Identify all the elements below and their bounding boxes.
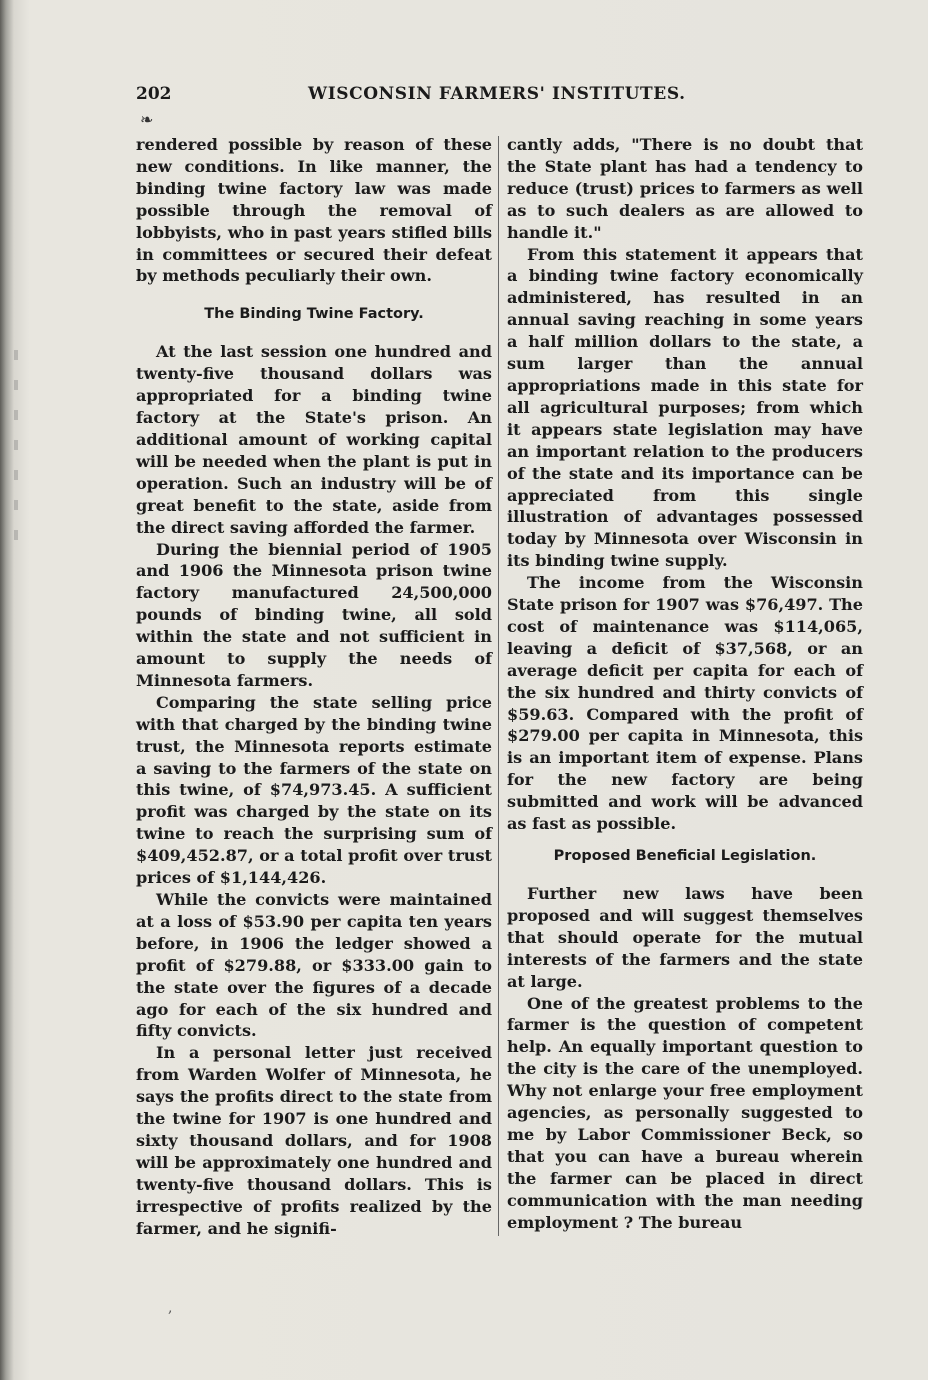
right-column [507, 134, 863, 1234]
running-title: WISCONSIN FARMERS' INSTITUTES. [308, 84, 686, 104]
binding-gutter [14, 350, 18, 550]
paragraph: During the biennial period of 1905 and 1906 the Minnesota prison twine factory manufactured 24,500,000 pounds of binding twine, all sold within the state and not sufficient in amount to supply the needs of Minnesota farmers. [136, 539, 492, 690]
paragraph: At the last session one hundred and twenty-five thousand dollars was appropriated for a binding twine factory at the State's prison. An additional amount of working capital will be needed when the plant is put in operation. Such an industry will be of great benefit to the state, aside from the direct saving afforded the farmer. [136, 342, 492, 537]
page-number: 202 [136, 84, 172, 104]
page-header [136, 84, 866, 108]
paragraph: Further new laws have been proposed and will suggest themselves that should operate for the mutual interests of the farmers and the state at large. [507, 884, 863, 991]
paragraph: Comparing the state selling price with that charged by the binding twine trust, the Minnesota reports estimate a saving to the farmers of the state on this twine, of $74,973.45. A sufficient profit was charged by the state on its twine to reach the surprising sum of $409,452.87, or a total profit over trust prices of $1,144,426. [136, 692, 492, 888]
left-column [136, 134, 492, 1240]
paragraph: While the convicts were maintained at a loss of $53.90 per capita ten years before, in 1906 the ledger showed a profit of $279.88, or $333.00 gain to the state over the figures of a decade ago for each of the six hundred and fifty convicts. [136, 890, 492, 1041]
ink-mark: , [168, 1300, 173, 1316]
section-heading-binding-twine: The Binding Twine Factory. [204, 306, 424, 323]
paragraph: In a personal letter just received from Warden Wolfer of Minnesota, he says the profits direct to the state from the twine for 1907 is one hundred and sixty thousand dollars, and for 1908 will be approximately one hundred and twenty-five thousand dollars. This is irrespective of profits realized by the farmer, and he signifi- [136, 1043, 492, 1238]
paragraph: The income from the Wisconsin State prison for 1907 was $76,497. The cost of maintenance was $114,065, leaving a deficit of $37,568, or an average deficit per capita for each of the six hundred and thirty convicts of $59.63. Compared with the profit of $279.00 per capita in Minnesota, this is an important item of expense. Plans for the new factory are being submitted and work will be advanced as fast as possible. [507, 573, 863, 834]
paragraph: One of the greatest problems to the farmer is the question of competent help. An equally important question to the city is the care of the unemployed. Why not enlarge your free employment agencies, as personally suggested to me by Labor Commissioner Beck, so that you can have a bureau wherein the farmer can be placed in direct communication with the man needing employment ? The bureau [507, 993, 863, 1232]
printer-ornament-icon: ❧ [140, 110, 154, 129]
paragraph: From this statement it appears that a binding twine factory economically administered, has resulted in an annual saving reaching in some years a half million dollars to the state, a sum larger than the annual appropriations made in this state for all agricultural purposes; from which it appears state legislation may have an important relation to the producers of the state and its importance can be appreciated from this single illustration of advantages possessed today by Minnesota over Wisconsin in its binding twine supply. [507, 244, 863, 571]
paragraph: cantly adds, "There is no doubt that the State plant has had a tendency to reduce (trust) prices to farmers as well as to such dealers as are allowed to handle it." [507, 135, 863, 242]
paragraph: rendered possible by reason of these new conditions. In like manner, the binding twine factory law was made possible through the removal of lobbyists, who in past years stifled bills in committees or secured their defeat by methods peculiarly their own. [136, 135, 492, 286]
section-heading-proposed-legislation: Proposed Beneficial Legislation. [553, 848, 817, 864]
column-divider [498, 136, 499, 1236]
